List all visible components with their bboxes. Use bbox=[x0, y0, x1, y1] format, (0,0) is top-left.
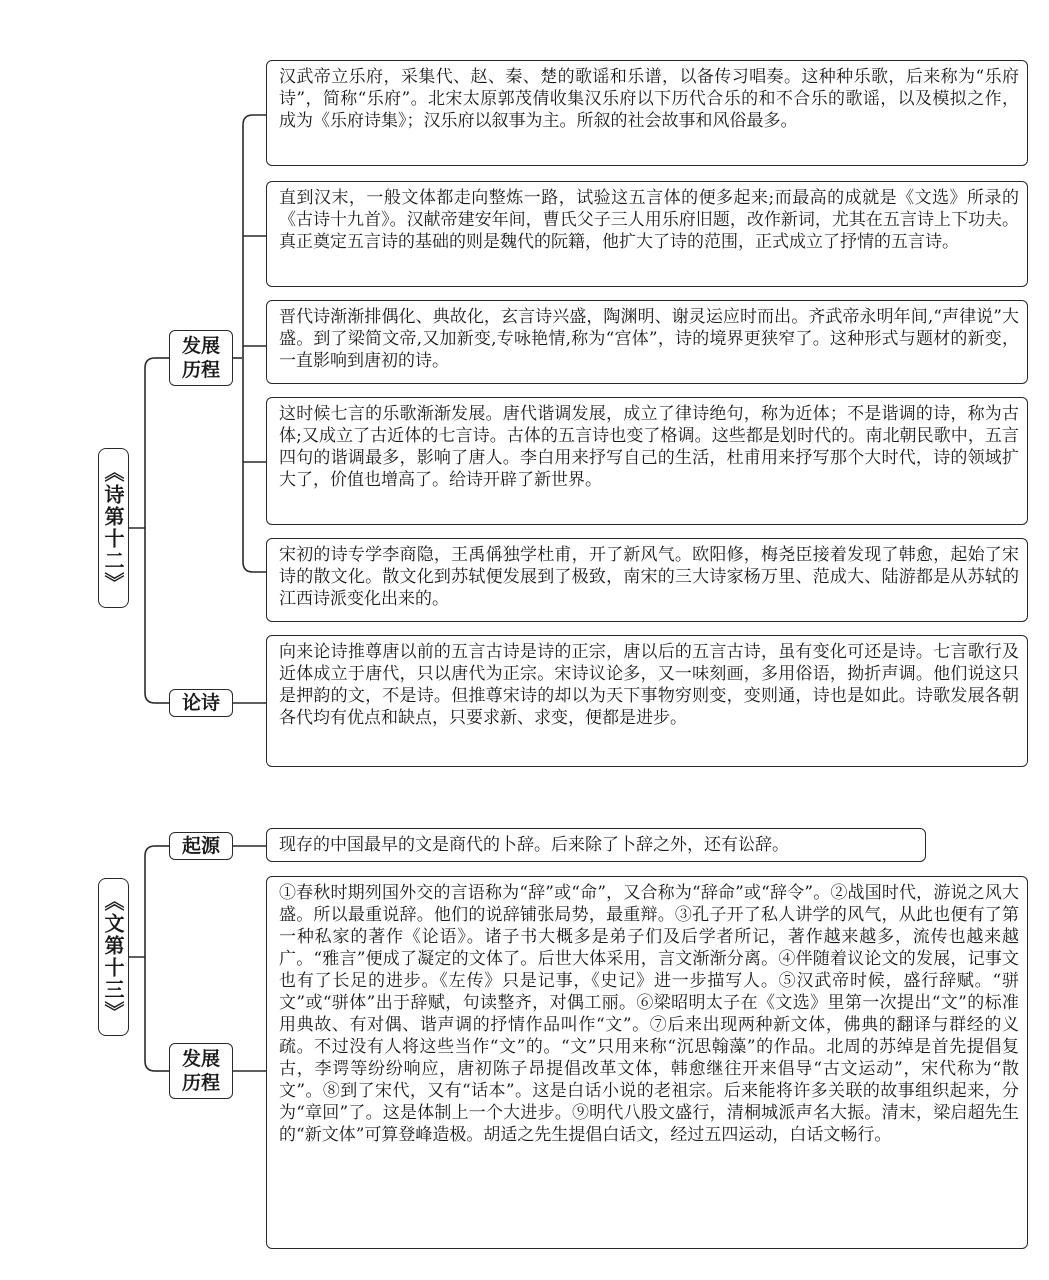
poetry-title: 《诗第十二》 bbox=[98, 448, 129, 608]
prose-title: 《文第十三》 bbox=[98, 878, 129, 1036]
poetry-development-item: 汉武帝立乐府，采集代、赵、秦、楚的歌谣和乐谱，以备传习唱奏。这种种乐歌，后来称为“乐府诗”，简称“乐府”。北宋太原郭茂倩收集汉乐府以下历代合乐的和不合乐的歌谣，以及模拟之作，成为《乐府诗集》；汉乐府以叙事为主。所叙的社会故事和风俗最多。 bbox=[266, 60, 1028, 166]
prose-origin-label: 起源 bbox=[169, 832, 233, 860]
poetry-discussion-text: 向来论诗推尊唐以前的五言古诗是诗的正宗，唐以后的五言古诗，虽有变化可还是诗。七言歌行及近体成立于唐代，只以唐代为正宗。宋诗议论多，又一味刻画，多用俗语，拗折声调。他们说这只是押韵的文，不是诗。但推尊宋诗的却以为天下事物穷则变，变则通，诗也是如此。诗歌发展各朝各代均有优点和缺点，只要求新、求变，便都是进步。 bbox=[266, 635, 1028, 767]
prose-development-label: 发展历程 bbox=[169, 1043, 233, 1099]
poetry-development-item: 晋代诗渐渐排偶化、典故化，玄言诗兴盛，陶渊明、谢灵运应时而出。齐武帝永明年间,“声律说”大盛。到了梁简文帝,又加新变,专咏艳情,称为“宫体”，诗的境界更狭窄了。这种形式与题材的新变，一直影响到唐初的诗。 bbox=[266, 300, 1028, 384]
poetry-development-item: 宋初的诗专学李商隐，王禹偁独学杜甫，开了新风气。欧阳修，梅尧臣接着发现了韩愈，起始了宋诗的散文化。散文化到苏轼便发展到了极致，南宋的三大诗家杨万里、范成大、陆游都是从苏轼的江西诗派变化出来的。 bbox=[266, 538, 1028, 622]
poetry-development-item: 这时候七言的乐歌渐渐发展。唐代谐调发展，成立了律诗绝句，称为近体；不是谐调的诗，称为古体;又成立了古近体的七言诗。古体的五言诗也变了格调。这些都是划时代的。南北朝民歌中，五言四句的谐调最多，影响了唐人。李白用来抒写自己的生活，杜甫用来抒写那个大时代，诗的领域扩大了，价值也增高了。给诗开辟了新世界。 bbox=[266, 397, 1028, 525]
prose-development-text: ①春秋时期列国外交的言语称为“辞”或“命”，又合称为“辞命”或“辞令”。②战国时代，游说之风大盛。所以最重说辞。他们的说辞铺张局势，最重辩。③孔子开了私人讲学的风气，从此也便有了第一种私家的著作《论语》。诸子书大概多是弟子们及后学者所记，著作越来越多，流传也越来越广。“雅言”便成了凝定的文体了。后世大体采用，言文渐渐分离。④伴随着议论文的发展，记事文也有了长足的进步。《左传》只是记事，《史记》进一步描写人。⑤汉武帝时候，盛行辞赋。“骈文”或“骈体”出于辞赋，句读整齐，对偶工丽。⑥梁昭明太子在《文选》里第一次提出“文”的标准用典故、有对偶、谐声调的抒情作品叫作“文”。⑦后来出现两种新文体，佛典的翻译与群经的义疏。不过没有人将这些当作“文”的。“文”只用来称“沉思翰藻”的作品。北周的苏绰是首先提倡复古，李谔等纷纷响应，唐初陈子昂提倡改革文体，韩愈继往开来倡导“古文运动”，宋代称为“散文”。⑧到了宋代，又有“话本”。这是白话小说的老祖宗。后来能将许多关联的故事组织起来，分为“章回”了。这是体制上一个大进步。⑨明代八股文盛行，清桐城派声名大振。清末，梁启超先生的“新文体”可算登峰造极。胡适之先生提倡白话文，经过五四运动，白话文畅行。 bbox=[266, 876, 1028, 1249]
poetry-development-label: 发展历程 bbox=[169, 330, 233, 386]
prose-origin-text: 现存的中国最早的文是商代的卜辞。后来除了卜辞之外，还有讼辞。 bbox=[266, 828, 926, 862]
poetry-development-item: 直到汉末，一般文体都走向整炼一路，试验这五言体的便多起来;而最高的成就是《文选》所录的《古诗十九首》。汉献帝建安年间，曹氏父子三人用乐府旧题，改作新词，尤其在五言诗上下功夫。真正奠定五言诗的基础的则是魏代的阮籍，他扩大了诗的范围，正式成立了抒情的五言诗。 bbox=[266, 181, 1028, 287]
poetry-discussion-label: 论诗 bbox=[169, 689, 233, 717]
